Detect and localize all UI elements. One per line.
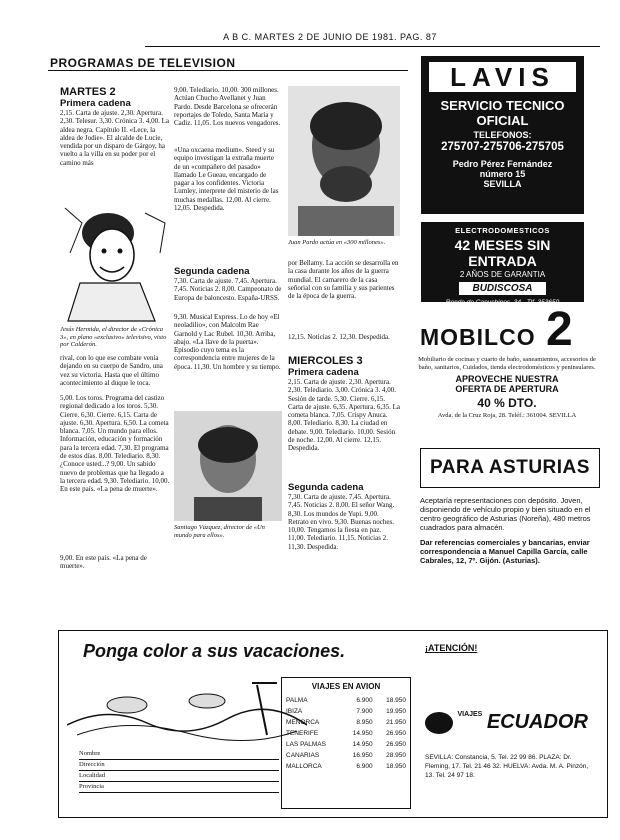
flight-cell: 26.950 xyxy=(386,730,406,737)
flight-row xyxy=(286,728,406,739)
ad-promo: APROVECHE NUESTRA xyxy=(455,374,559,384)
ad-address: Avda. de la Cruz Roja, 28. Teléf.: 361004. SEVILLA xyxy=(437,412,577,419)
ad-service: SERVICIO TECNICO OFICIAL xyxy=(440,98,565,128)
cartoon-illustration xyxy=(60,193,170,323)
flight-row xyxy=(286,706,406,717)
ad-logo xyxy=(412,303,602,356)
channel-heading: Primera cadena xyxy=(60,98,131,109)
ad-offer: 42 MESES SIN ENTRADA xyxy=(454,237,551,269)
ad-asturias xyxy=(420,448,600,618)
flight-cell: 18.950 xyxy=(386,697,406,704)
flight-cell: 26.950 xyxy=(386,741,406,748)
ad-brand-prefix: VIAJES xyxy=(457,711,483,718)
flight-row xyxy=(286,761,406,772)
flight-cell: LAS PALMAS xyxy=(286,741,326,748)
ad-promo: OFERTA DE APERTURA xyxy=(455,384,559,394)
form-line[interactable]: Provincia xyxy=(79,782,279,793)
program-block: «Una oxcaena medium». Steed y su equipo investigan la extraña muerte de un «compañero del pasado» llamado Le Gueau, encargado de pagar a los confidentes. Victoria Lumley, interprete del misterio de las muchas medallas. 12,00. Al cierre. 12,05. Despedida. xyxy=(174,146,279,213)
ad-offices: SEVILLA: Constancia, 5. Tel. 22 99 86. PLAZA: Dr. Fleming, 17. Tel. 21 46 32. HUELVA: Avda. M. A. Pinzón, 13. Tel. 24 97 18. xyxy=(425,754,589,779)
flight-cell: 8.950 xyxy=(356,719,373,726)
flight-cell: MENORCA xyxy=(286,719,320,726)
form-fields xyxy=(79,749,279,793)
form-line[interactable]: Dirección xyxy=(79,760,279,771)
flight-cell: PALMA xyxy=(286,697,308,704)
section-rule xyxy=(48,70,408,71)
flights-table xyxy=(281,677,411,809)
channel-heading: Segunda cadena xyxy=(288,482,364,493)
flight-row xyxy=(286,750,406,761)
channel-heading: Primera cadena xyxy=(288,367,359,378)
flight-cell: TENERIFE xyxy=(286,730,319,737)
form-line[interactable]: Localidad xyxy=(79,771,279,782)
program-block: rival, con lo que ese combate venía dejando en su cuerpo de Sandro, una vez su victoria. Hasta que el último acontecimiento al duque le toca. xyxy=(60,354,163,387)
ad-address: Ronda de Capuchinos, 34 - Tlf. 353650 xyxy=(445,299,560,306)
ad-warranty: 2 AÑOS DE GARANTIA xyxy=(459,270,546,279)
photo-caption: Juan Pardo actúa en «300 millones». xyxy=(288,239,386,246)
portrait-drawing xyxy=(288,86,400,236)
flight-cell: 21.950 xyxy=(386,719,406,726)
program-block: 7,30. Carta de ajuste. 7,45. Apertura. 7,45. Noticias 2. 8,00. Campeonato de Europa de baloncesto. España-URSS. xyxy=(174,277,282,302)
portrait-photo xyxy=(288,86,400,236)
column-1 xyxy=(60,86,170,626)
ad-body: Aceptaría representaciones con depósito. Joven, disponiendo de vehículo propio y bien situado en el centro geográfico de Asturias (Noreña), 480 metros cuadrados para almacén. xyxy=(420,496,591,532)
program-block: 9,30. Musical Express. Lo de hoy «El neoladilio», con Malcolm Rae Garnold y Lac Rubel. 10,30. Arriba, abajo. «La llave de la puerta». Episodio cuyo tema es la correspondencia entre mujeres de la época. 11,30. Un hombre y su tiempo. xyxy=(174,313,281,371)
program-block: 9,00. En este país. «La pena de muerte». xyxy=(60,554,147,571)
column-3 xyxy=(288,86,400,626)
ad-brand: ECUADOR xyxy=(486,711,588,733)
page-header: A B C. MARTES 2 DE JUNIO DE 1981. PAG. 87 xyxy=(223,32,437,42)
ad-brand: LAVIS xyxy=(429,62,576,92)
flight-cell: 16.950 xyxy=(352,752,373,759)
flight-row xyxy=(286,695,406,706)
top-rule xyxy=(145,46,600,47)
ad-address: número 15 xyxy=(479,169,526,179)
ad-description: Mobiliario de cocinas y cuarto de baño, saneamientos, accesorios de baño, sanitarios, Cuidados, tienda electrodomésticos y peninsulares. xyxy=(418,356,596,371)
cartoon-drawing xyxy=(60,193,170,323)
day-heading: MIERCOLES 3 xyxy=(288,355,363,367)
flights-rows xyxy=(286,695,406,772)
flight-row xyxy=(286,717,406,728)
column-2 xyxy=(174,86,282,626)
flight-cell: 18.950 xyxy=(386,763,406,770)
photo-caption: Santiago Vázquez, director de «Un mundo para ellos». xyxy=(174,524,265,539)
ad-title: Ponga color a sus vacaciones. xyxy=(83,641,346,661)
ecuador-logo xyxy=(425,711,588,734)
flight-cell: 28.950 xyxy=(386,752,406,759)
flight-cell: 19.950 xyxy=(386,708,406,715)
ad-contact: Dar referencias comerciales y bancarias, enviar correspondencia a Manuel Capilla García, calle Cabrales, 12, 7º. Gijón. (Asturias). xyxy=(420,538,590,565)
ad-brand-number: 2 xyxy=(546,303,573,356)
program-block: 2,15. Carta de ajuste. 2,30. Apertura. 2,30. Telesur. 3,30. Crónica 3. 4,00. La aldea negra. Capítulo II. «Lece, la aldea de Jodie». El alcalde de Lucie, vendida por un disparo de Gárgoy, ha vuelto a la villa en su poder por el camino más xyxy=(60,109,170,167)
flight-cell: MALLORCA xyxy=(286,763,322,770)
program-block: 9,00. Telediario. 10,00. 300 millones. Actúan Chucho Avellanet y Juan Pardo. Desde Barcelona se ofrecerán reportajes de Toledo, Santa María y Cadiz. 11,05. Los nuevos vengadores. xyxy=(174,86,281,128)
ad-mobilco xyxy=(412,303,602,432)
program-block: 2,15. Carta de ajuste. 2,30. Apertura. 2,30. Telediario. 3,00. Crónica 3. 4,00. Sesión de tarde. 5,30. Cierre. 6,15. Carta de ajuste. 6,35. Apertura. 6,35. La cometa blanca. 7,05. Crispy Anuca. 8,00. Telediario. 8,30. La ciudad en debate. 9,00. Telediario. 10,00. Sesión de noche. 12,00. Al cierre. 12,15. Despedida. xyxy=(288,378,400,453)
photo-caption: Jesús Hermida, el director de «Crónica 3», en plano «exclusivo» televisivo, visto por Calderón. xyxy=(60,326,167,348)
beach-illustration xyxy=(67,675,307,745)
form-line[interactable]: Nombre xyxy=(79,749,279,760)
ad-discount: 40 % DTO. xyxy=(477,396,537,410)
program-block: 5,00. Los toros. Programa del castizo regional dedicado a los toros. 5,30. Cierre. 6,30. Cierre. 6,15. Carta de ajuste. 6,30. Apertura. 6,50. La cometa blanca. 7,05. Un mundo para ellos. Información, educación y formación para la tercera edad. 7,30. El programa de estos días. 8,00. Telediario. 8,30. ¿Conoce usted...? 9,00. Un sabido nuevo de problemas que ha llegado a la tercera edad. 9,30. Telediario. 10,00. En este país. «La pena de muerte». xyxy=(60,394,170,494)
section-title: PROGRAMAS DE TELEVISION xyxy=(50,56,236,70)
ad-vacations xyxy=(58,630,608,818)
flights-title: VIAJES EN AVION xyxy=(311,682,381,691)
program-block: por Bellamy. La acción se desarrolla en la casa durante los años de la guerra mundial. El camarero de la casa señorial con su familia y sus parientes de la época de la guerra. xyxy=(288,259,399,301)
flight-cell: 7.900 xyxy=(356,708,373,715)
flight-cell: 14.950 xyxy=(352,741,373,748)
flight-cell: IBIZA xyxy=(286,708,303,715)
channel-heading: Segunda cadena xyxy=(174,266,250,277)
flight-row xyxy=(286,739,406,750)
program-block: 7,30. Carta de ajuste. 7,45. Apertura. 7,45. Noticias 2. 8,00. El señor Wang. 8,30. Los mundos de Yupi. 9,00. Retrato en vivo. 9,30. Buenas noches. 10,00. Tengamos la fiesta en paz. 11,00. Telediario. 11,15. Noticias 2. 11,30. Despedida. xyxy=(288,493,395,551)
ad-title: PARA ASTURIAS xyxy=(420,448,600,488)
ad-brand: BUDISCOSA xyxy=(459,282,546,295)
ad-brand: MOBILCO xyxy=(420,324,536,350)
program-block: 12,15. Noticias 2. 12,30. Despedida. xyxy=(288,333,390,341)
ad-lavis xyxy=(421,56,584,214)
ad-address: Pedro Pérez Fernández xyxy=(452,159,553,169)
ad-label: ELECTRODOMESTICOS xyxy=(455,226,550,235)
flight-cell: 6.900 xyxy=(356,697,373,704)
ad-electrodomesticos xyxy=(421,222,584,306)
ad-attention: ¡ATENCIÓN! xyxy=(425,643,478,653)
ecuador-badge-icon xyxy=(425,712,453,734)
portrait-photo xyxy=(174,411,282,521)
portrait-drawing xyxy=(174,411,282,521)
day-heading: MARTES 2 xyxy=(60,86,116,98)
ad-city: SEVILLA xyxy=(483,179,522,189)
flight-cell: 6.900 xyxy=(356,763,373,770)
flight-cell: 14.950 xyxy=(352,730,373,737)
ad-phones: 275707-275706-275705 xyxy=(441,141,564,153)
ad-phones-label: TELEFONOS: xyxy=(473,130,532,140)
flight-cell: CANARIAS xyxy=(286,752,320,759)
